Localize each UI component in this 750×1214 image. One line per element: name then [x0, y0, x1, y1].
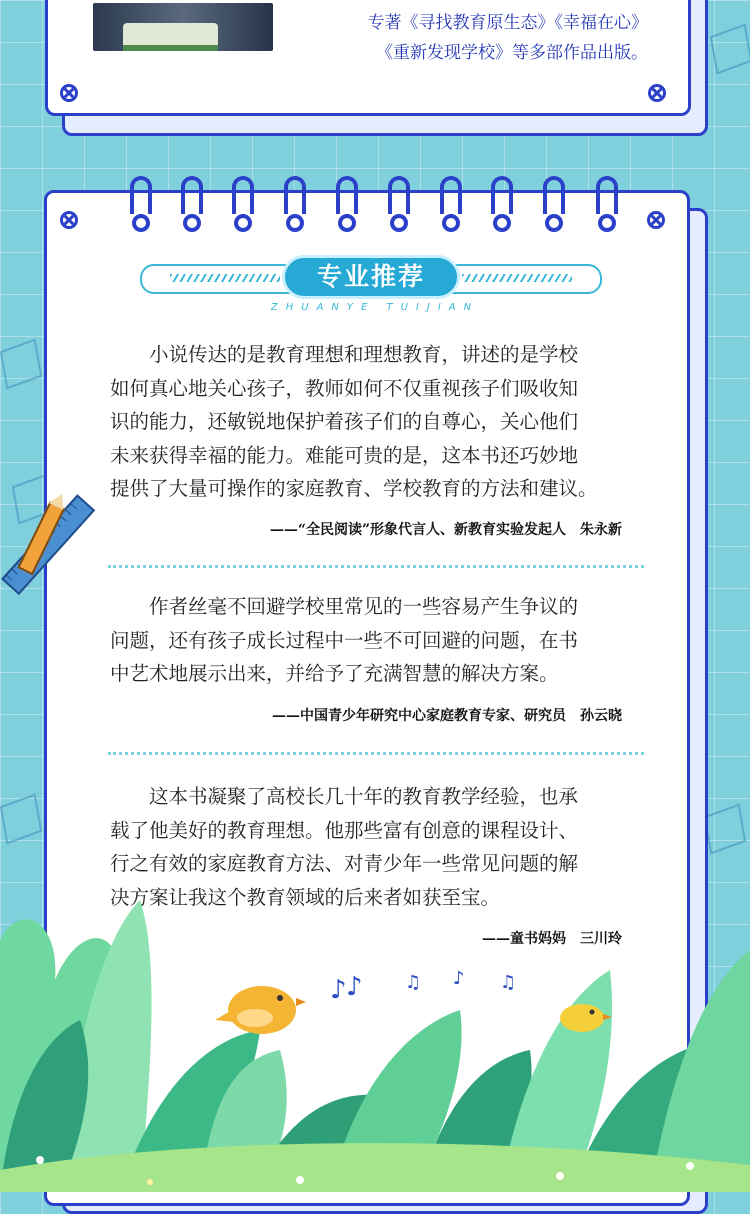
text-line: 决方案让我这个教育领域的后来者如获至宝。: [110, 885, 501, 909]
text-line: 未来获得幸福的能力。难能可贵的是，这本书还巧妙地: [110, 443, 579, 467]
screw-icon: [647, 211, 665, 229]
attribution-2: ——中国青少年研究中心家庭教育专家、研究员 孙云晓: [272, 708, 622, 724]
spiral-ring: [177, 176, 207, 236]
author-bio-line-1: 专著《寻找教育原生态》《幸福在心》: [367, 13, 648, 33]
dotted-divider: [108, 752, 644, 755]
spiral-ring: [436, 176, 466, 236]
music-note-icon: ♫: [500, 972, 517, 993]
section-title: 专业推荐: [282, 255, 460, 299]
text-line: 识的能力，还敏锐地保护着孩子们的自尊心，关心他们: [110, 410, 579, 433]
dotted-divider: [108, 565, 644, 568]
spiral-ring: [384, 176, 414, 236]
author-photo: [93, 3, 273, 51]
spiral-ring: [126, 176, 156, 236]
author-card: [45, 0, 691, 116]
music-note-icon: ♪: [346, 972, 363, 1002]
spiral-ring: [487, 176, 517, 236]
spiral-ring: [539, 176, 569, 236]
text-line: 如何真心地关心孩子，教师如何不仅重视孩子们吸收知: [110, 376, 579, 400]
text-line: 提供了大量可操作的家庭教育、学校教育的方法和建议。: [110, 477, 598, 500]
recommendation-text-1: [110, 338, 630, 506]
music-note-icon: ♪: [330, 975, 347, 1005]
text-line: 载了他美好的教育理想。他那些富有创意的课程设计、: [110, 818, 579, 842]
text-line: 行之有效的家庭教育方法、对青少年一些常见问题的解: [110, 852, 579, 875]
spiral-ring: [280, 176, 310, 236]
recommendation-text-2: [110, 590, 630, 691]
screw-icon: [60, 84, 78, 102]
cube-decoration: [710, 24, 750, 75]
screw-icon: [648, 84, 666, 102]
author-bio-line-2: 《重新发现学校》等多部作品出版。: [376, 43, 648, 63]
cube-decoration: [0, 339, 42, 390]
attribution-3: ——童书妈妈 三川玲: [482, 931, 622, 947]
cube-decoration: [0, 794, 42, 845]
music-note-icon: ♪: [453, 968, 465, 989]
music-note-icon: ♫: [405, 972, 422, 993]
text-line: 这本书凝聚了高校长几十年的教育教学经验，也承: [149, 785, 579, 808]
text-line: 小说传达的是教育理想和理想教育，讲述的是学校: [149, 343, 579, 366]
book-image: [123, 23, 218, 51]
spiral-ring: [332, 176, 362, 236]
screw-icon: [60, 211, 78, 229]
text-line: 作者丝毫不回避学校里常见的一些容易产生争议的: [149, 595, 579, 618]
text-line: 问题，还有孩子成长过程中一些不可回避的问题，在书: [110, 628, 579, 652]
attribution-1: ——“全民阅读”形象代言人、新教育实验发起人 朱永新: [269, 522, 622, 538]
cube-decoration: [704, 804, 746, 855]
section-pinyin: ZHUANYE TUIJIAN: [270, 302, 480, 313]
spiral-ring: [228, 176, 258, 236]
spiral-ring: [592, 176, 622, 236]
text-line: 中艺术地展示出来，并给予了充满智慧的解决方案。: [110, 662, 559, 685]
foliage-illustration: [0, 880, 750, 1192]
